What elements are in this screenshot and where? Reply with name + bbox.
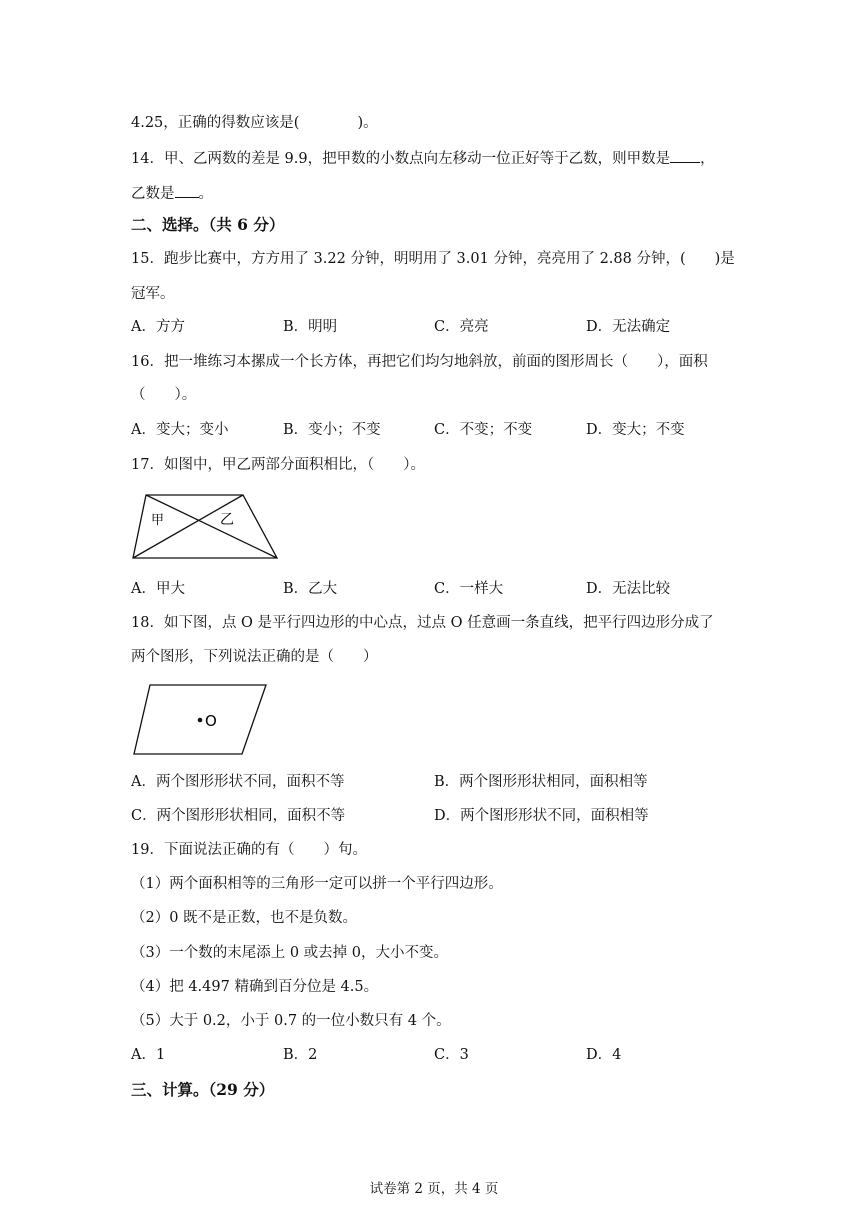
q14-text-a: 14．甲、乙两数的差是 9.9，把甲数的小数点向左移动一位正好等于乙数，则甲数是 xyxy=(131,151,671,167)
region-label-b: 乙 xyxy=(220,512,234,528)
center-point xyxy=(198,718,203,723)
q16-line2: （ ）。 xyxy=(131,387,197,403)
q14-line1 xyxy=(131,148,715,169)
section-heading: 二、选择。（共 6 分） xyxy=(131,215,285,234)
q18-options-row1 xyxy=(131,772,751,792)
q19-item-1: （1）两个面积相等的三角形一定可以拼一个平行四边形。 xyxy=(131,876,503,892)
q16-line1: 16．把一堆练习本摞成一个长方体，再把它们均匀地斜放，前面的图形周长（ ），面积 xyxy=(131,354,708,370)
q14-text-c: 乙数是 xyxy=(131,186,175,202)
option-d: D．无法比较 xyxy=(586,581,671,597)
option-b: B．两个图形形状相同，面积相等 xyxy=(434,774,648,790)
option-b: B．变小；不变 xyxy=(283,422,381,438)
option-b: B．明明 xyxy=(283,319,338,335)
q15-line1: 15．跑步比赛中，方方用了 3.22 分钟，明明用了 3.01 分钟，亮亮用了 2.88 分钟，( )是 xyxy=(131,251,735,267)
option-c: C．两个图形形状相同，面积不等 xyxy=(131,808,346,824)
parallelogram-figure xyxy=(128,680,273,760)
option-c: C．一样大 xyxy=(434,581,504,597)
q19-line1: 19．下面说法正确的有（ ）句。 xyxy=(131,842,367,858)
q17-options xyxy=(131,579,751,599)
option-a: A．甲大 xyxy=(131,581,185,597)
option-a: A．1 xyxy=(131,1047,166,1063)
trapezoid-figure xyxy=(128,490,283,562)
option-a: A．两个图形形状不同，面积不等 xyxy=(131,774,345,790)
option-d: D．变大；不变 xyxy=(586,422,685,438)
option-d: D．无法确定 xyxy=(586,319,671,335)
answer-blank xyxy=(670,148,700,163)
region-label-a: 甲 xyxy=(151,513,165,528)
q19-item-2: （2）0 既不是正数，也不是负数。 xyxy=(131,910,358,926)
option-c: C．亮亮 xyxy=(434,319,489,335)
q19-item-4: （4）把 4.497 精确到百分位是 4.5。 xyxy=(131,979,379,995)
q13-tail: 4.25，正确的得数应该是( )。 xyxy=(131,115,378,131)
center-point-label: O xyxy=(205,712,217,730)
page-footer: 试卷第 2 页，共 4 页 xyxy=(369,1181,499,1197)
option-d: D．4 xyxy=(586,1047,622,1063)
option-b: B．2 xyxy=(283,1047,318,1063)
q19-options xyxy=(131,1045,751,1065)
q14-line2 xyxy=(131,183,213,204)
q19-item-5: （5）大于 0.2，小于 0.7 的一位小数只有 4 个。 xyxy=(131,1013,451,1029)
q15-line2: 冠军。 xyxy=(131,286,175,302)
q18-line1: 18．如下图，点 O 是平行四边形的中心点，过点 O 任意画一条直线，把平行四边形分成了 xyxy=(131,615,714,631)
option-c: C．3 xyxy=(434,1047,469,1063)
option-b: B．乙大 xyxy=(283,581,338,597)
q17-line1: 17．如图中，甲乙两部分面积相比，（ ）。 xyxy=(131,457,425,473)
option-a: A．变大；变小 xyxy=(131,422,229,438)
q18-options-row2 xyxy=(131,806,751,826)
q16-options xyxy=(131,420,751,440)
option-d: D．两个图形形状不同，面积相等 xyxy=(434,808,649,824)
q19-item-3: （3）一个数的末尾添上 0 或去掉 0，大小不变。 xyxy=(131,945,449,961)
diagonal-line xyxy=(146,495,277,558)
answer-blank xyxy=(175,183,199,198)
option-a: A．方方 xyxy=(131,319,185,335)
q14-text-b: ， xyxy=(700,151,715,167)
option-c: C．不变；不变 xyxy=(434,422,533,438)
q18-line2: 两个图形，下列说法正确的是（ ） xyxy=(131,649,378,665)
q14-text-d: 。 xyxy=(198,186,213,202)
section-heading: 三、计算。（29 分） xyxy=(131,1080,275,1099)
q15-options xyxy=(131,317,751,337)
